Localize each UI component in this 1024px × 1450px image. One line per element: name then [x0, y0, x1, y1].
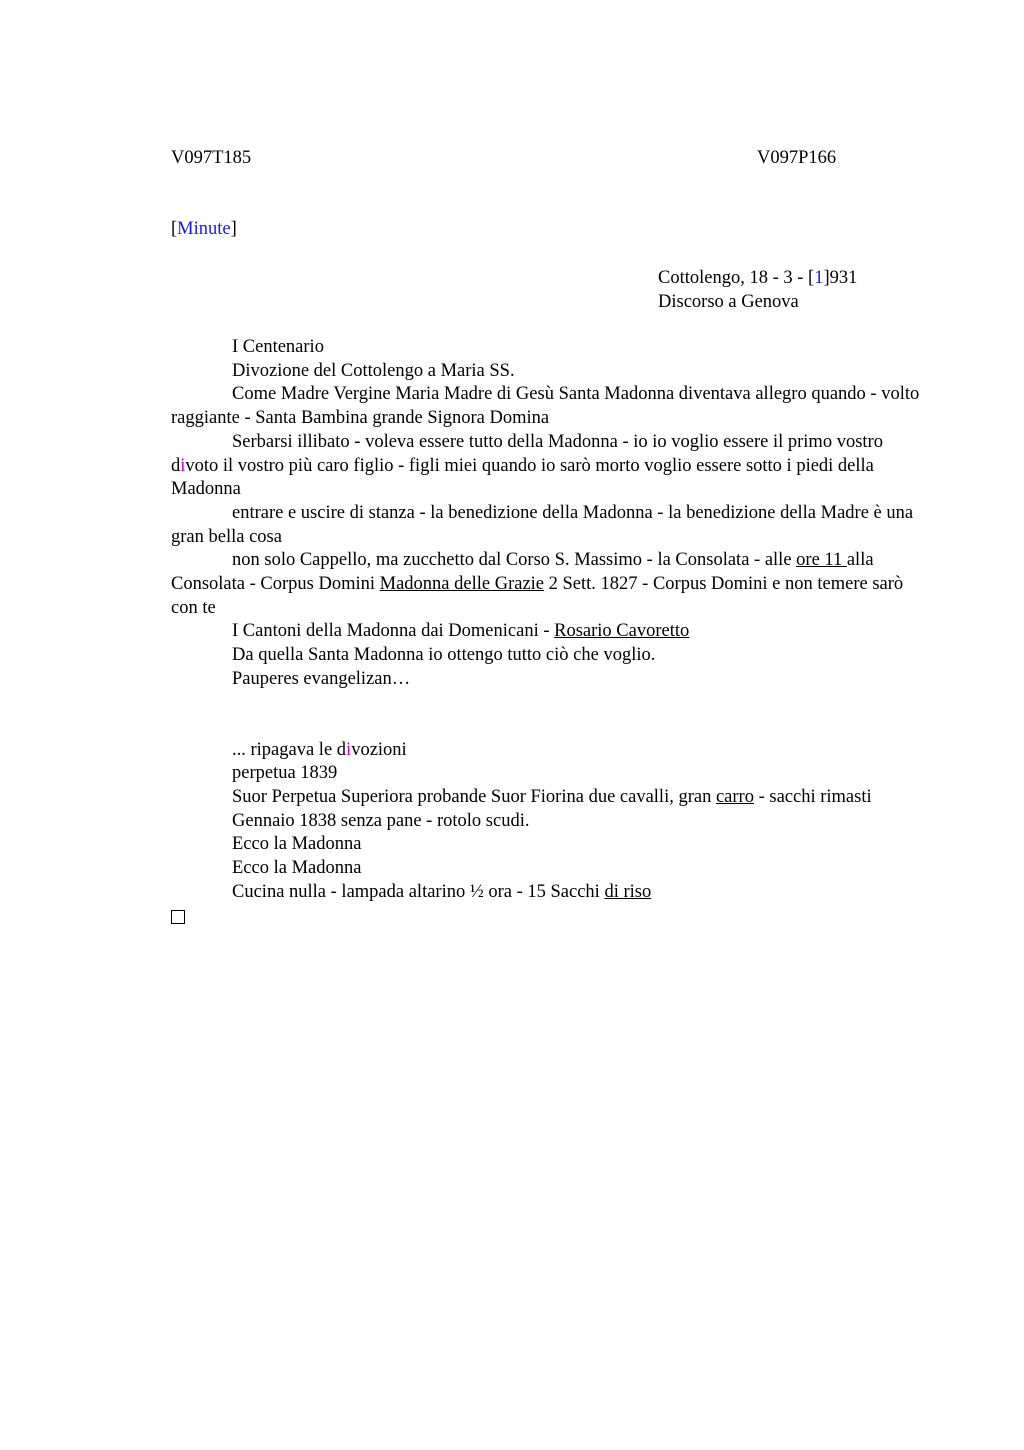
text-run: vozioni [351, 739, 407, 760]
paragraph [171, 549, 931, 620]
text-run: Suor Perpetua Superiora probande Suor Fiorina due cavalli, gran [232, 786, 716, 807]
underlined-text: ore 11 [796, 550, 847, 571]
underlined-text: carro [715, 786, 754, 807]
paragraph [171, 620, 931, 644]
dateline-bracket-digit: 1 [814, 268, 824, 288]
paragraph: entrare e uscire di stanza - la benedizione della Madonna - la benedizione della Madre è una gran bella cosa [171, 502, 914, 547]
paragraph: I Centenario [232, 337, 324, 357]
paragraph: Come Madre Vergine Maria Madre di Gesù Santa Madonna diventava allegro quando - volto raggiante - Santa Bambina grande Signora Domina [171, 384, 920, 429]
paragraph [171, 739, 931, 763]
paragraph [171, 786, 931, 810]
text-run: Cucina nulla - lampada altarino ½ ora - 15 Sacchi [232, 881, 605, 902]
minute-tag-label: Minute [177, 219, 231, 239]
dateline-suffix: ]931 [823, 268, 858, 288]
text-run: I Cantoni della Madonna dai Domenicani - [232, 621, 555, 642]
highlighted-letter: i [180, 455, 186, 476]
paragraph: perpetua 1839 [232, 763, 338, 784]
paragraph: Ecco la Madonna [232, 858, 362, 879]
underlined-text: Madonna delle Grazie [379, 574, 545, 595]
dateline [658, 266, 857, 290]
dateline-prefix: Cottolengo, 18 - 3 - [ [658, 268, 815, 288]
text-run: voto il vostro più caro figlio - figli miei quando io sarò morto voglio essere sotto i piedi della Madonna [171, 455, 874, 500]
text-run: alla Consolata - Corpus Domini [171, 550, 874, 595]
header-left-code: V097T185 [171, 148, 252, 168]
minute-tag-open: [ [171, 219, 178, 239]
dateline-subtitle: Discorso a Genova [658, 292, 799, 312]
text-run: Serbarsi illibato - voleva essere tutto della Madonna - io io voglio essere il primo vostro d [171, 431, 883, 476]
text-run: ... ripagava le d [232, 739, 347, 760]
header-right-code: V097P166 [757, 148, 837, 168]
paragraph: Da quella Santa Madonna io ottengo tutto ciò che voglio. [232, 645, 656, 666]
document-body [171, 336, 931, 932]
underlined-text: Rosario Cavoretto [554, 621, 690, 642]
paragraph: Divozione del Cottolengo a Maria SS. [232, 360, 515, 381]
text-run: - sacchi rimasti [753, 786, 872, 807]
minute-tag-close: ] [230, 219, 237, 239]
paragraph [171, 881, 931, 905]
end-marker-box-icon [171, 904, 931, 932]
highlighted-letter: i [346, 739, 352, 760]
text-run: 2 Sett. 1827 - Corpus Domini e non temere sarò con te [171, 574, 904, 618]
text-run: non solo Cappello, ma zucchetto dal Corso S. Massimo - la Consolata - alle [232, 550, 797, 571]
paragraph [171, 431, 931, 502]
paragraph: Ecco la Madonna [232, 834, 362, 855]
paragraph: Pauperes evangelizan… [232, 668, 411, 689]
paragraph: Gennaio 1838 senza pane - rotolo scudi. [232, 810, 530, 831]
underlined-text: di riso [604, 881, 652, 902]
minute-tag [171, 217, 237, 241]
spacer [171, 692, 931, 739]
